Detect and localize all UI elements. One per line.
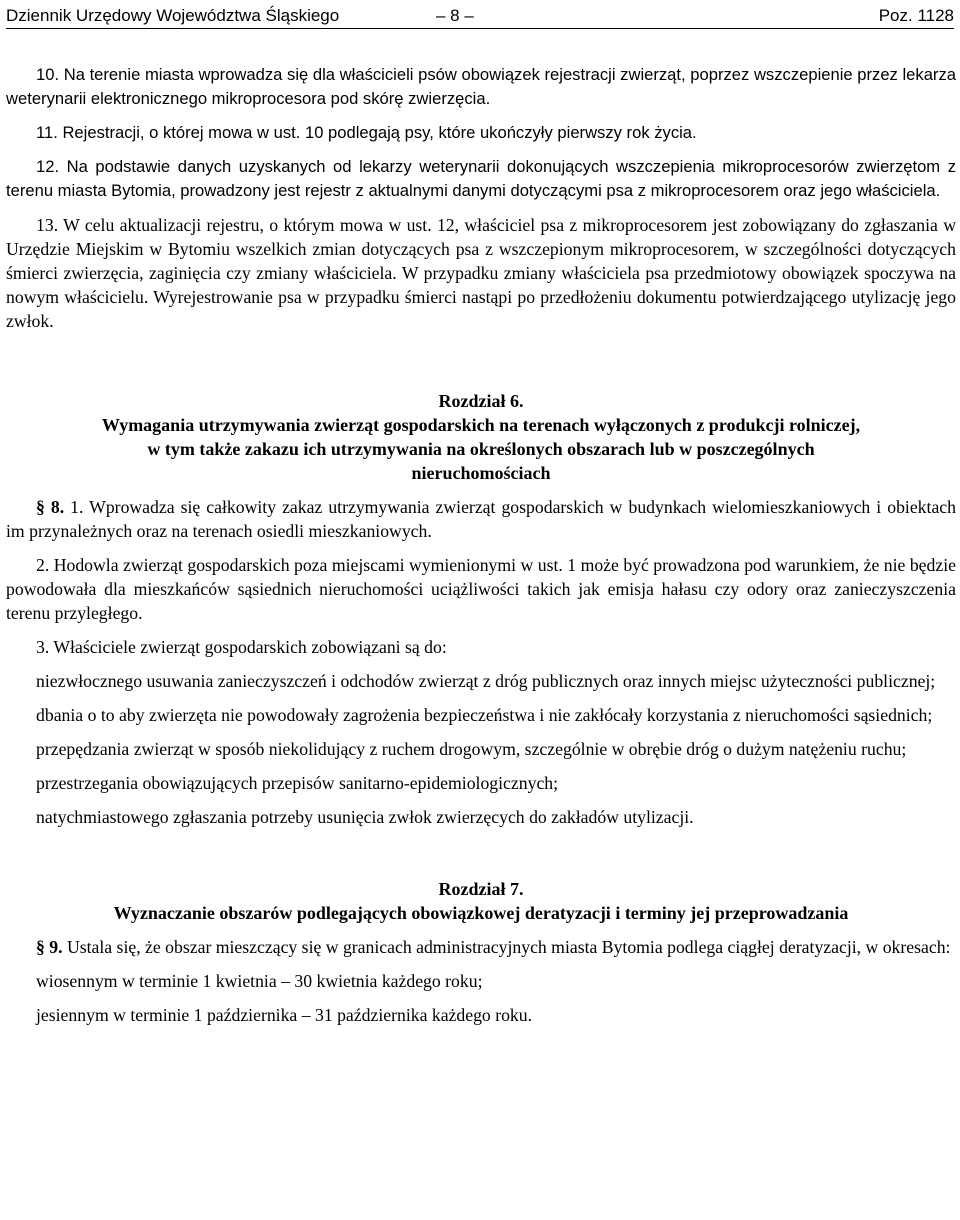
section-9-label: § 9. <box>36 937 63 957</box>
list-item: przepędzania zwierząt w sposób niekolidujący z ruchem drogowym, szczególnie w obrębie dróg o dużym natężeniu ruchu; <box>36 739 907 759</box>
section-8-label: § 8. <box>36 497 65 517</box>
list-item: dbania o to aby zwierzęta nie powodowały zagrożenia bezpieczeństwa i nie zakłócały korzystania z nieruchomości sąsiednich; <box>36 705 933 725</box>
chapter-7-title: Wyznaczanie obszarów podlegających obowiązkowej deratyzacji i terminy jej przeprowadzania <box>113 903 849 923</box>
chapter-6-title-line-3: nieruchomościach <box>411 463 551 483</box>
page-number: – 8 – <box>436 6 474 25</box>
paragraph-10: 10. Na terenie miasta wprowadza się dla właścicieli psów obowiązek rejestracji zwierząt, poprzez wszczepienie przez lekarza weterynarii elektronicznego mikroprocesora pod skórę zwierzęcia. <box>6 65 956 108</box>
journal-title: Dziennik Urzędowy Województwa Śląskiego <box>6 6 340 25</box>
document-body <box>6 63 956 1027</box>
position-number: Poz. 1128 <box>878 6 954 25</box>
section-9-text: Ustala się, że obszar mieszczący się w granicach administracyjnych miasta Bytomia podlega ciągłej deratyzacji, w okresach: <box>62 937 951 957</box>
section-9-paragraph <box>6 935 956 959</box>
list-item: wiosennym w terminie 1 kwietnia – 30 kwietnia każdego roku; <box>36 971 483 991</box>
chapter-6-title-line-1: Wymagania utrzymywania zwierząt gospodarskich na terenach wyłączonych z produkcji rolniczej, <box>101 415 861 435</box>
list-item: jesiennym w terminie 1 października – 31 października każdego roku. <box>36 1005 533 1025</box>
chapter-7-label: Rozdział 7. <box>438 879 524 899</box>
list-item: przestrzegania obowiązujących przepisów sanitarno-epidemiologicznych; <box>36 773 559 793</box>
chapter-6-label: Rozdział 6. <box>438 391 524 411</box>
paragraph-13: 13. W celu aktualizacji rejestru, o którym mowa w ust. 12, właściciel psa z mikroprocesorem jest zobowiązany do zgłaszania w Urzędzie Miejskim w Bytomiu wszelkich zmian dotyczących psa z wszczepionym mikroprocesorem, w szczególności dotyczących śmierci zwierzęcia, zaginięcia czy zmiany właściciela. W przypadku zmiany właściciela psa przedmiotowy obowiązek spoczywa na nowym właścicielu. Wyrejestrowanie psa w przypadku śmierci nastąpi po przedłożeniu dokumentu potwierdzającego utylizację jego zwłok. <box>6 215 956 331</box>
chapter-6-title-line-2: w tym także zakazu ich utrzymywania na określonych obszarach lub w poszczególnych <box>147 439 815 459</box>
section-8-paragraph-1 <box>6 495 956 543</box>
section-8-paragraph-2: 2. Hodowla zwierząt gospodarskich poza miejscami wymienionymi w ust. 1 może być prowadzona pod warunkiem, że nie będzie powodowała dla mieszkańców sąsiednich nieruchomości uciążliwości takich jak emisja hałasu czy odory oraz zanieczyszczenia terenu przyległego. <box>6 555 956 623</box>
paragraph-11: 11. Rejestracji, o której mowa w ust. 10 podlegają psy, które ukończyły pierwszy rok życia. <box>36 123 697 142</box>
paragraph-12: 12. Na podstawie danych uzyskanych od lekarzy weterynarii dokonujących wszczepienia mikroprocesorów zwierzętom z terenu miasta Bytomia, prowadzony jest rejestr z aktualnymi danymi dotyczącymi psa z mikroprocesorem oraz jego właściciela. <box>6 157 956 200</box>
list-item: natychmiastowego zgłaszania potrzeby usunięcia zwłok zwierzęcych do zakładów utylizacji. <box>36 807 694 827</box>
section-8-paragraph-3: 3. Właściciele zwierząt gospodarskich zobowiązani są do: <box>36 637 447 657</box>
section-8-text-1: 1. Wprowadza się całkowity zakaz utrzymywania zwierząt gospodarskich w budynkach wielomieszkaniowych i obiektach im przynależnych oraz na terenach osiedli mieszkaniowych. <box>6 497 956 541</box>
list-item: niezwłocznego usuwania zanieczyszczeń i odchodów zwierząt z dróg publicznych oraz innych miejsc użyteczności publicznej; <box>36 671 936 691</box>
page-header <box>6 4 954 29</box>
